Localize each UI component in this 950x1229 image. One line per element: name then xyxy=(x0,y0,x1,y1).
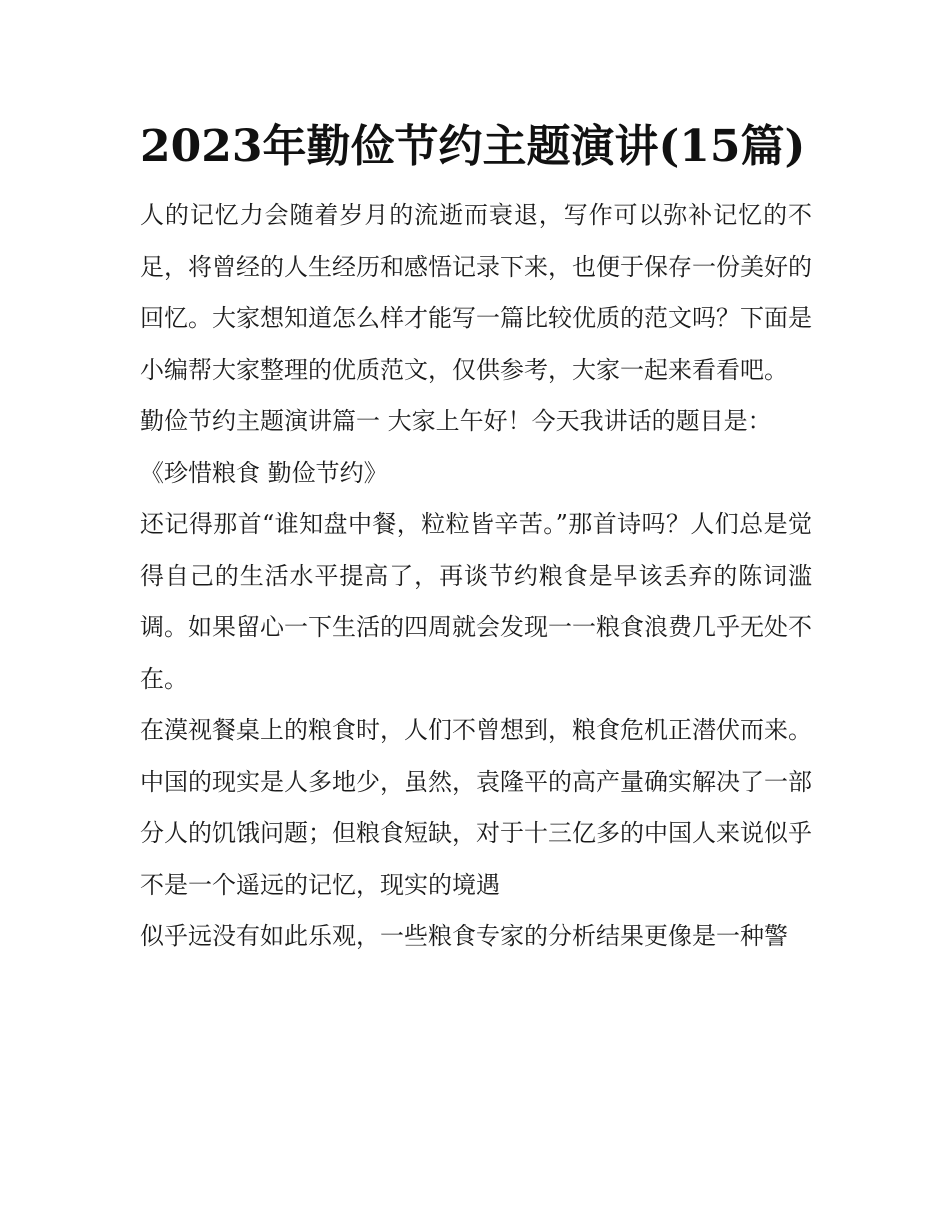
paragraph-experts: 似乎远没有如此乐观，一些粮食专家的分析结果更像是一种警 xyxy=(140,922,788,950)
document-title: 2023年勤俭节约主题演讲(15篇) xyxy=(140,121,806,172)
paragraph-speech-heading: 勤俭节约主题演讲篇一 大家上午好！今天我讲话的题目是： xyxy=(140,407,772,435)
paragraph-poem: 还记得那首“谁知盘中餐，粒粒皆辛苦。”那首诗吗？人们总是觉得自己的生活水平提高了，再谈节约粮食是早该丢弃的陈词滥调。如果留心一下生活的四周就会发现一一粮食浪费几乎无处不在。 xyxy=(140,510,812,693)
paragraph-speech-title: 《珍惜粮食 勤俭节约》 xyxy=(140,458,388,487)
document-page xyxy=(140,108,812,963)
paragraph-food-crisis: 在漠视餐桌上的粮食时，人们不曾想到，粮食危机正潜伏而来。中国的现实是人多地少，虽然，袁隆平的高产量确实解决了一部分人的饥饿问题；但粮食短缺，对于十三亿多的中国人来说似乎不是一个遥远的记忆，现实的境遇 xyxy=(140,716,812,899)
paragraph-intro: 人的记忆力会随着岁月的流逝而衰退，写作可以弥补记忆的不足，将曾经的人生经历和感悟记录下来，也便于保存一份美好的回忆。大家想知道怎么样才能写一篇比较优质的范文吗？下面是小编帮大家整理的优质范文，仅供参考，大家一起来看看吧。 xyxy=(140,201,812,384)
document-body xyxy=(140,190,812,963)
